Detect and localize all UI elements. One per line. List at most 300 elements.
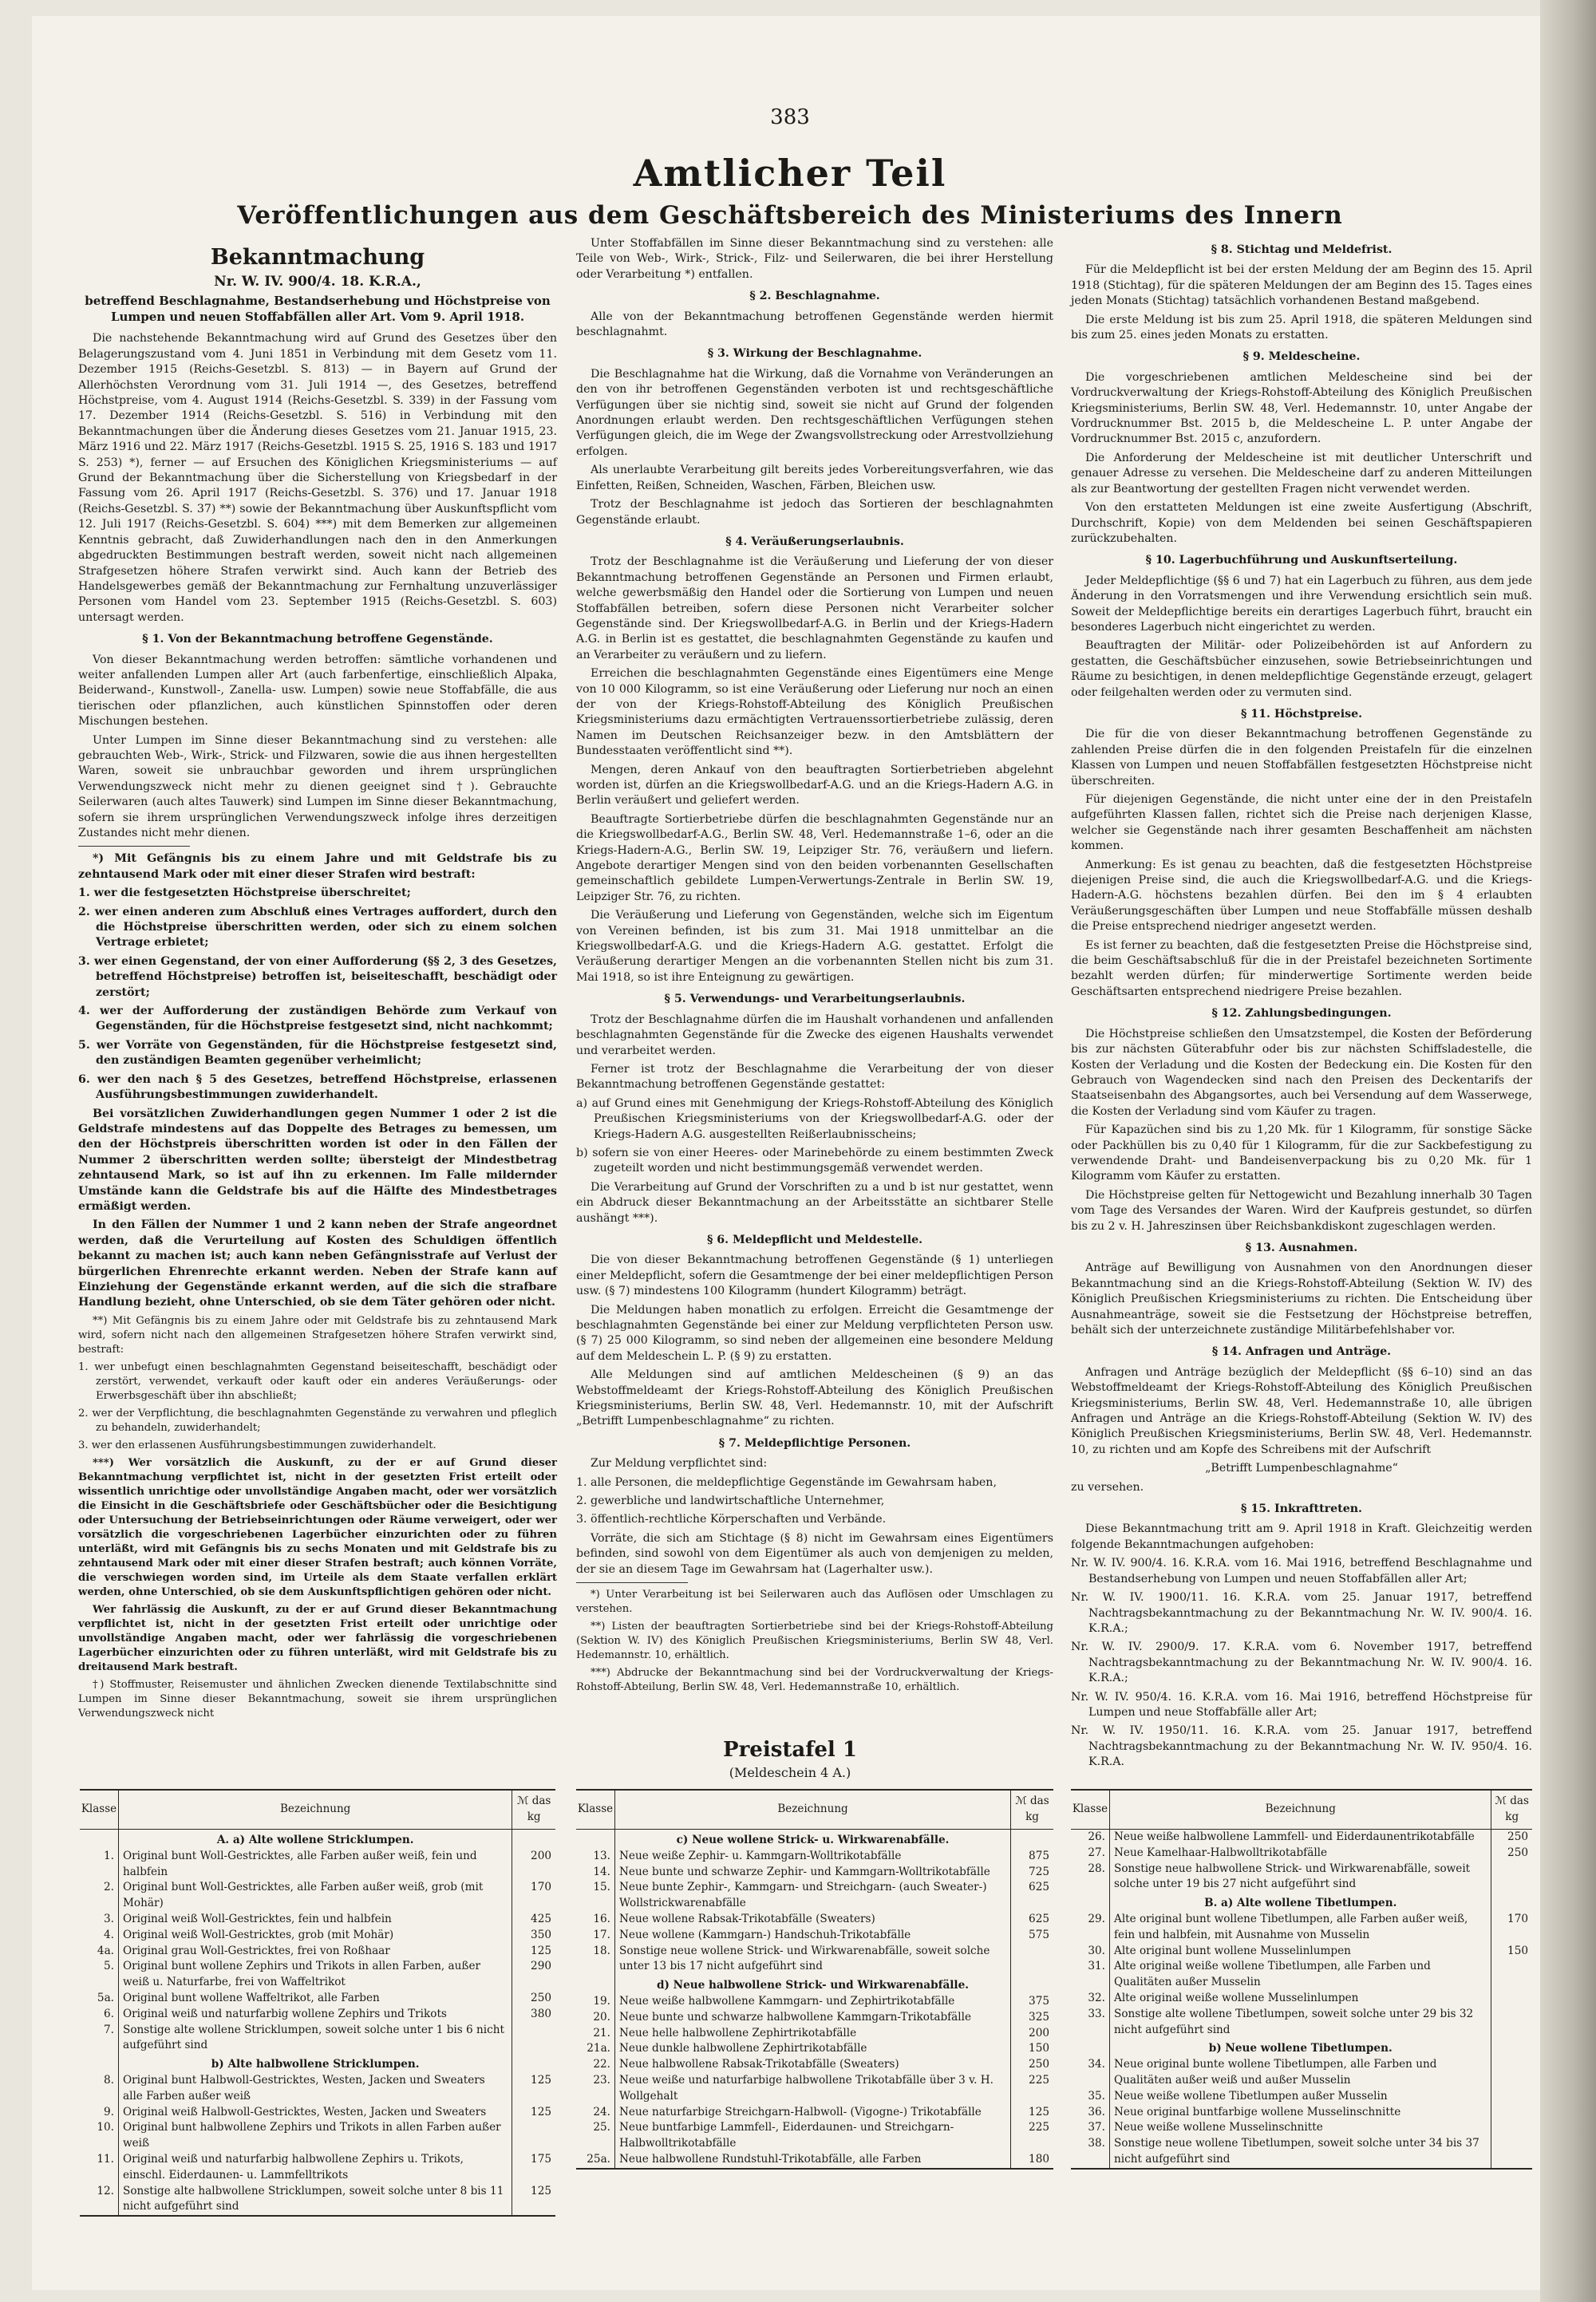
paragraph: zu versehen. <box>1071 1480 1144 1494</box>
price-cell: 625 <box>1029 1881 1049 1894</box>
klasse-cell: 12. <box>80 2184 119 2216</box>
table-row <box>576 2152 1053 2168</box>
paragraph: Erreichen die beschlagnahmten Gegenstände eines Eigentümers eine Menge von 10 000 Kilogramm, so ist eine Veräußerung oder Lieferung nur noch an einen der von der Kriegs-Rohstoff-Abteilung des Königlich Preußischen Kriegsministeriums dazu ermächtigten Vertrauenssortierbetriebe zulässig, deren Namen im Deutschen Reichsanzeiger bezw. in den Amtsblättern der Bundesstaaten veröffentlicht sind **). <box>576 667 1053 758</box>
table-row <box>80 1912 555 1928</box>
price-cell: 625 <box>1029 1912 1049 1925</box>
paragraph: Die für die von dieser Bekanntmachung betroffenen Gegenstände zu zahlenden Preise dürfen die in den folgenden Preistafeln für die einzelnen Klassen von Lumpen und neuen Stoffabfällen festgesetzten Höchstpreise nicht überschreiten. <box>1071 728 1532 788</box>
price-cell: 170 <box>531 1881 551 1894</box>
paragraph: Die Anforderung der Meldescheine ist mit deutlicher Unterschrift und genauer Adresse zu versehen. Die Meldescheine darf zu anderen Mitteilungen als zur Beantwortung der gestellten Fragen nicht verwendet werden. <box>1071 451 1532 496</box>
klasse-cell: 16. <box>576 1912 615 1928</box>
table-row <box>1071 2120 1532 2136</box>
bezeichnung-cell: Sonstige neue wollene Strick- und Wirkwarenabfälle, soweit solche unter 13 bis 17 nicht aufgeführt sind <box>615 1944 1011 1976</box>
footnote: *) Mit Gefängnis bis zu einem Jahre und mit Geldstrafe bis zu zehntausend Mark oder mit einer dieser Strafen wird bestraft: <box>78 852 557 881</box>
table-row <box>1071 2136 1532 2168</box>
list-item: Nr. W. IV. 1900/11. 16. K.R.A. vom 25. Januar 1917, betreffend Nachtragsbekanntmachung zu der Bekanntmachung Nr. W. IV. 900/4. 16. K.R.A.; <box>1071 1591 1532 1635</box>
bezeichnung-cell: Original bunt Halbwoll-Gestricktes, Westen, Jacken und Sweaters alle Farben außer weiß <box>119 2073 512 2105</box>
price-cell <box>512 2054 555 2073</box>
footnote: *) Unter Verarbeitung ist bei Seilerwaren auch das Auflösen oder Umschlagen zu verstehen. <box>576 1589 1053 1616</box>
price-cell <box>1011 1830 1054 1849</box>
bezeichnung-cell: Neue bunte Zephir-, Kammgarn- und Streichgarn- (auch Sweater-) Wollstrickwarenabfälle <box>615 1880 1011 1912</box>
table-row <box>80 1849 555 1881</box>
paragraph: Zur Meldung verpflichtet sind: <box>591 1457 768 1471</box>
col-header-bezeichnung: Bezeichnung <box>615 1791 1011 1830</box>
group-heading-text: b) Alte halbwollene Stricklumpen. <box>119 2054 512 2073</box>
paragraph: Es ist ferner zu beachten, daß die festgesetzten Preise die Höchstpreise sind, die beim Geschäftsabschluß für die in der Preistafel bezeichneten Sortimente bezahlt werden dürfen; für minderwertige Sortimente werden beide Geschäftsarten entsprechend niedrigere Preise bezahlen. <box>1071 938 1532 998</box>
paragraph: Die erste Meldung ist bis zum 25. April 1918, die späteren Meldungen sind bis zum 25. eines jeden Monats zu erstatten. <box>1071 313 1532 342</box>
table-row <box>1071 1944 1532 1960</box>
price-cell: 250 <box>1507 1830 1528 1843</box>
paragraph: Anträge auf Bewilligung von Ausnahmen von den Anordnungen dieser Bekanntmachung sind an die Kriegs-Rohstoff-Abteilung (Sektion W. IV) des Königlich Preußischen Kriegsministeriums zu richten. Die Entscheidung über Ausnahmeanträge, soweit sie die Festsetzung der Höchstpreise betreffen, behält sich der unterzeichnete zuständige Militärbefehlshaber vor. <box>1071 1262 1532 1337</box>
klasse-cell: 21. <box>576 2026 615 2042</box>
section-title: § 4. Veräußerungserlaubnis. <box>725 535 904 548</box>
klasse-cell: 10. <box>80 2120 119 2152</box>
klasse-cell: 17. <box>576 1928 615 1944</box>
list-item: Nr. W. IV. 900/4. 16. K.R.A. vom 16. Mai 1916, betreffend Beschlagnahme und Bestandserhebung von Lumpen und neuen Stoffabfällen aller Art; <box>1071 1557 1532 1585</box>
price-cell <box>1491 2057 1532 2089</box>
klasse-cell: 11. <box>80 2152 119 2184</box>
list-item: 1. alle Personen, die meldepflichtige Gegenstände im Gewahrsam haben, <box>576 1475 997 1489</box>
bezeichnung-cell: Neue wollene (Kammgarn-) Handschuh-Trikotabfälle <box>615 1928 1011 1944</box>
table-group-heading <box>1071 2038 1532 2057</box>
klasse-cell: 24. <box>576 2105 615 2121</box>
klasse-cell <box>576 1975 615 1994</box>
bezeichnung-cell: Neue Kamelhaar-Halbwolltrikotabfälle <box>1110 1846 1491 1862</box>
klasse-cell: 7. <box>80 2023 119 2055</box>
price-table-3 <box>1071 1789 1532 2170</box>
table-row <box>576 1865 1053 1881</box>
bezeichnung-cell: Alte original bunt wollene Tibetlumpen, alle Farben außer weiß, fein und halbfein, mit Ausnahme von Musselin <box>1110 1912 1491 1944</box>
klasse-cell: 23. <box>576 2073 615 2105</box>
klasse-cell <box>80 1830 119 1849</box>
bezeichnung-cell: Original weiß Halbwoll-Gestricktes, Westen, Jacken und Sweaters <box>119 2105 512 2121</box>
section-title: § 14. Anfragen und Anträge. <box>1211 1345 1392 1359</box>
klasse-cell: 9. <box>80 2105 119 2121</box>
bezeichnung-cell: Neue weiße Zephir- u. Kammgarn-Wolltrikotabfälle <box>615 1849 1011 1865</box>
footnote-item: 5. wer Vorräte von Gegenständen, für die Höchstpreise festgesetzt sind, den zuständigen Beamten gegenüber verheimlicht; <box>78 1038 557 1068</box>
klasse-cell: 4a. <box>80 1944 119 1960</box>
quote: „Betrifft Lumpenbeschlagnahme“ <box>1205 1462 1398 1475</box>
section-title: § 13. Ausnahmen. <box>1245 1241 1358 1254</box>
paragraph: Die Verarbeitung auf Grund der Vorschriften zu a und b ist nur gestattet, wenn ein Abdruck dieser Bekanntmachung an der Arbeitsstätte an sichtbarer Stelle aushängt ***). <box>576 1180 1053 1225</box>
bezeichnung-cell: Alte original bunt wollene Musselinlumpen <box>1110 1944 1491 1960</box>
price-cell: 250 <box>531 1991 551 2004</box>
price-cell <box>1491 2007 1532 2039</box>
table-row <box>80 2184 555 2216</box>
bezeichnung-cell: Neue weiße wollene Musselinschnitte <box>1110 2120 1491 2136</box>
footnote-item: 1. wer unbefugt einen beschlagnahmten Gegenstand beiseiteschafft, beschädigt oder zerstört, verwendet, verkauft oder kauft oder ein anderes Veräußerungs- oder Erwerbsgeschäft über ihn abschließt; <box>78 1360 557 1402</box>
price-cell: 150 <box>1029 2042 1049 2055</box>
klasse-cell: 6. <box>80 2007 119 2023</box>
table-row <box>576 2026 1053 2042</box>
klasse-cell: 34. <box>1071 2057 1110 2089</box>
list-item: Nr. W. IV. 1950/11. 16. K.R.A. vom 25. Januar 1917, betreffend Nachtragsbekanntmachung zu der Bekanntmachung Nr. W. IV. 950/4. 16. K.R.A. <box>1071 1724 1532 1769</box>
col-header-klasse: Klasse <box>80 1791 119 1830</box>
paragraph: Für diejenigen Gegenstände, die nicht unter eine der in den Preistafeln aufgeführten Klassen fallen, richtet sich die Preise nach derjenigen Klasse, welcher sie Gegenstände nach ihrer gesamten Beschaffenheit am nächsten kommen. <box>1071 793 1532 853</box>
group-heading-text: c) Neue wollene Strick- u. Wirkwarenabfälle. <box>615 1830 1011 1849</box>
paragraph: Für Kapazüchen sind bis zu 1,20 Mk. für 1 Kilogramm, für sonstige Säcke oder Packhüllen bis zu 0,40 für 1 Kilogramm, für die zur Sackbefestigung zu verwendende Draht- und Bandeisenverpackung bis zu 0,20 Mk. für 1 Kilogramm vom Käufer zu erstatten. <box>1071 1123 1532 1183</box>
price-cell <box>1491 1991 1532 2007</box>
paragraph: Die von dieser Bekanntmachung betroffenen Gegenstände (§ 1) unterliegen einer Meldepflicht, sofern die Gesamtmenge der bei einer meldepflichtigen Person usw. (§ 7) mindestens 100 Kilogramm (hundert Kilogramm) beträgt. <box>576 1254 1053 1298</box>
paragraph: Anfragen und Anträge bezüglich der Meldepflicht (§§ 6–10) sind an das Webstoffmeldeamt der Kriegs-Rohstoff-Abteilung des Königlich Preußischen Kriegsministeriums, Berlin SW. 48, Verl. Hedemannstraße 10, alle übrigen Anfragen und Anträge an die Kriegs-Rohstoff-Abteilung (Sektion W. IV) des Königlich Preußischen Kriegsministeriums, Berlin SW. 48, Verl. Hedemannstr. 10, zu richten und am Kopfe des Schreibens mit der Aufschrift <box>1071 1365 1532 1456</box>
price-cell: 325 <box>1029 2010 1049 2024</box>
klasse-cell: 25. <box>576 2120 615 2152</box>
price-cell: 125 <box>1029 2105 1049 2118</box>
col-header-bezeichnung: Bezeichnung <box>119 1791 512 1830</box>
klasse-cell: 35. <box>1071 2089 1110 2105</box>
klasse-cell: 21a. <box>576 2041 615 2057</box>
price-cell: 125 <box>531 1944 551 1957</box>
footnote: **) Mit Gefängnis bis zu einem Jahre oder mit Geldstrafe bis zu zehntausend Mark wird, sofern nicht nach den allgemeinen Strafgesetzen höhere Strafen verwirkt sind, bestraft: <box>78 1314 557 1356</box>
bezeichnung-cell: Neue original buntfarbige wollene Musselinschnitte <box>1110 2105 1491 2121</box>
footnote-item: 2. wer einen anderen zum Abschluß eines Vertrages auffordert, durch den die Höchstpreise überschritten werden, oder sich zu einem solchen Vertrage erbietet; <box>78 905 557 950</box>
price-cell: 180 <box>1029 2152 1049 2166</box>
paragraph: Beauftragten der Militär- oder Polizeibehörden ist auf Anfordern zu gestatten, die Geschäftsbücher einzusehen, sowie Betriebseinrichtungen und Räume zu besichtigen, in denen meldepflichtige Gegenstände erzeugt, gelagert oder feilgehalten werden oder zu vermuten sind. <box>1071 639 1532 699</box>
section-title: § 11. Höchstpreise. <box>1240 707 1363 721</box>
bezeichnung-cell: Neue buntfarbige Lammfell-, Eiderdaunen- und Streichgarn-Halbwolltrikotabfälle <box>615 2120 1011 2152</box>
paragraph: Alle Meldungen sind auf amtlichen Meldescheinen (§ 9) an das Webstoffmeldeamt der Kriegs-Rohstoff-Abteilung des Königlich Preußischen Kriegsministeriums, Berlin SW. 48, Verl. Hedemannstr. 10, mit der Aufschrift „Betrifft Lumpenbeschlagnahme“ zu richten. <box>576 1368 1053 1428</box>
footnote: Bei vorsätzlichen Zuwiderhandlungen gegen Nummer 1 oder 2 ist die Geldstrafe mindestens auf das Doppelte des Betrages zu bemessen, um den der Höchstpreis überschritten worden ist oder in den Fällen der Nummer 2 überschritten werden sollte; übersteigt der Mindestbetrag zehntausend Mark, so ist auf ihn zu erkennen. Im Falle mildernder Umstände kann die Geldstrafe bis auf die Hälfte des Mindestbetrages ermäßigt werden. <box>78 1107 557 1213</box>
table-row <box>576 2105 1053 2121</box>
table-row <box>80 1991 555 2007</box>
list-item: 3. öffentlich-rechtliche Körperschaften und Verbände. <box>576 1513 887 1526</box>
paragraph: Vorräte, die sich am Stichtage (§ 8) nicht im Gewahrsam eines Eigentümers befinden, sind sowohl von dem Eigentümer als auch von demjenigen zu melden, der sie an diesem Tage im Gewahrsam hat (Lagerhalter usw.). <box>576 1531 1053 1576</box>
bezeichnung-cell: Original bunt Woll-Gestricktes, alle Farben außer weiß, fein und halbfein <box>119 1849 512 1881</box>
bezeichnung-cell: Original bunt Woll-Gestricktes, alle Farben außer weiß, grob (mit Mohär) <box>119 1880 512 1912</box>
table-row <box>576 1880 1053 1912</box>
price-cell: 125 <box>531 2105 551 2118</box>
klasse-cell: 5a. <box>80 1991 119 2007</box>
bezeichnung-cell: Original bunt wollene Waffeltrikot, alle Farben <box>119 1991 512 2007</box>
table-row <box>1071 2057 1532 2089</box>
bezeichnung-cell: Neue halbwollene Rundstuhl-Trikotabfälle, alle Farben <box>615 2152 1011 2168</box>
paragraph: Unter Stoffabfällen im Sinne dieser Bekanntmachung sind zu verstehen: alle Teile von Web-, Wirk-, Strick-, Filz- und Seilerwaren, die bei ihrer Herstellung oder Verarbeitung *) entfallen. <box>576 237 1053 281</box>
section-title: § 15. Inkrafttreten. <box>1241 1502 1362 1516</box>
klasse-cell <box>1071 1893 1110 1912</box>
section-title: § 9. Meldescheine. <box>1242 350 1361 364</box>
bezeichnung-cell: Sonstige alte wollene Tibetlumpen, soweit solche unter 29 bis 32 nicht aufgeführt sind <box>1110 2007 1491 2039</box>
klasse-cell: 37. <box>1071 2120 1110 2136</box>
paragraph: Jeder Meldepflichtige (§§ 6 und 7) hat ein Lagerbuch zu führen, aus dem jede Änderung in den Vorratsmengen und ihre Verwendung ersichtlich sein muß. Soweit der Meldepflichtige bereits ein derartiges Lagerbuch führt, braucht ein besonderes Lagerbuch nicht eingerichtet zu werden. <box>1071 574 1532 634</box>
klasse-cell: 33. <box>1071 2007 1110 2039</box>
price-cell <box>1491 1862 1532 1893</box>
bezeichnung-cell: Original bunt halbwollene Zephirs und Trikots in allen Farben außer weiß <box>119 2120 512 2152</box>
footnote-item: 6. wer den nach § 5 des Gesetzes, betreffend Höchstpreise, erlassenen Ausführungsbestimmungen zuwiderhandelt. <box>78 1072 557 1102</box>
klasse-cell: 18. <box>576 1944 615 1976</box>
announcement-number: Nr. W. IV. 900/4. 18. K.R.A., <box>214 274 421 290</box>
klasse-cell: 27. <box>1071 1846 1110 1862</box>
price-table-1 <box>80 1789 555 2217</box>
page-binding-edge <box>1540 0 1596 2302</box>
klasse-cell: 19. <box>576 1994 615 2010</box>
section-title: § 2. Beschlagnahme. <box>749 290 880 303</box>
section-title: § 10. Lagerbuchführung und Auskunftserteilung. <box>1145 554 1458 567</box>
table-row <box>80 1928 555 1944</box>
price-table-subtitle: (Meldeschein 4 A.) <box>729 1765 851 1780</box>
list-item: b) sofern sie von einer Heeres- oder Marinebehörde zu einem bestimmten Zweck zugeteilt worden und nicht bestimmungsgemäß verwendet werden. <box>576 1146 1053 1175</box>
footnote: †) Stoffmuster, Reisemuster und ähnlichen Zwecken dienende Textilabschnitte sind Lumpen im Sinne dieser Bekanntmachung, soweit sie ihrem ursprünglichen Verwendungszweck nicht <box>78 1678 557 1720</box>
paragraph: Diese Bekanntmachung tritt am 9. April 1918 in Kraft. Gleichzeitig werden folgende Bekanntmachungen aufgehoben: <box>1071 1522 1532 1551</box>
price-cell: 725 <box>1029 1865 1049 1878</box>
price-cell <box>512 1830 555 1849</box>
table-row <box>1071 1959 1532 1991</box>
paragraph: Für die Meldepflicht ist bei der ersten Meldung der am Beginn des 15. April 1918 (Stichtag), für die späteren Meldungen der am Beginn des 15. Tages eines jeden Monats (Stichtag) tatsächlich vorhandenen Bestand maßgebend. <box>1071 263 1532 308</box>
table-row <box>1071 1862 1532 1893</box>
col-header-price: ℳ das kg <box>1011 1791 1054 1830</box>
price-cell: 875 <box>1029 1849 1049 1862</box>
table-row <box>80 2152 555 2184</box>
price-cell: 380 <box>531 2007 551 2020</box>
bezeichnung-cell: Neue weiße halbwollene Kammgarn- und Zephirtrikotabfälle <box>615 1994 1011 2010</box>
table-row <box>576 1912 1053 1928</box>
footnote: In den Fällen der Nummer 1 und 2 kann neben der Strafe angeordnet werden, daß die Verurteilung auf Kosten des Schuldigen öffentlich bekannt zu machen ist; auch kann neben Gefängnisstrafe auf Verlust der bürgerlichen Ehrenrechte erkannt werden. Neben der Strafe kann auf Einziehung der Gegenstände erkannt werden, auf die sich die strafbare Handlung bezieht, ohne Unterschied, ob sie dem Täter gehören oder nicht. <box>78 1218 557 1309</box>
section-heading: Amtlicher Teil <box>633 152 947 195</box>
table-row <box>80 2007 555 2023</box>
paragraph: Die Veräußerung und Lieferung von Gegenständen, welche sich im Eigentum von Vereinen befinden, ist bis zum 31. Mai 1918 unmittelbar an die Kriegswollbedarf-A.G. und die Kriegs-Hadern A.G. gestattet. Erfolgt die Veräußerung derartiger Mengen an die vorbenannten Stellen nicht bis zum 31. Mai 1918, so ist ihre Enteignung zu gewärtigen. <box>576 909 1053 984</box>
paragraph: Als unerlaubte Verarbeitung gilt bereits jedes Vorbereitungsverfahren, wie das Einfetten, Reißen, Schneiden, Waschen, Färben, Bleichen usw. <box>576 464 1053 492</box>
table-row <box>576 2010 1053 2026</box>
table-row <box>80 2023 555 2055</box>
klasse-cell <box>576 1830 615 1849</box>
group-heading-text: d) Neue halbwollene Strick- und Wirkwarenabfälle. <box>615 1975 1011 1994</box>
price-cell <box>512 2023 555 2055</box>
paragraph: Von dieser Bekanntmachung werden betroffen: sämtliche vorhandenen und weiter anfallenden Lumpen aller Art (auch farbenfertige, einschließlich Alpaka, Beiderwand-, Kunstwoll-, Zanella- usw. Lumpen) sowie neue Stoffabfälle, die aus tierischen oder pflanzlichen, auch künstlichen Spinnstoffen oder deren Mischungen bestehen. <box>78 653 557 729</box>
price-cell: 575 <box>1029 1928 1049 1941</box>
bezeichnung-cell: Neue helle halbwollene Zephirtrikotabfälle <box>615 2026 1011 2042</box>
bezeichnung-cell: Neue bunte und schwarze halbwollene Kammgarn-Trikotabfälle <box>615 2010 1011 2026</box>
footnote: **) Listen der beauftragten Sortierbetriebe sind bei der Kriegs-Rohstoff-Abteilung (Sektion W. IV) des Königlich Preußischen Kriegsministeriums, Berlin SW 48, Verl. Hedemannstr. 10, erhältlich. <box>576 1621 1053 1662</box>
footnote: ***) Abdrucke der Bekanntmachung sind bei der Vordruckverwaltung der Kriegs-Rohstoff-Abteilung, Berlin SW. 48, Verl. Hedemannstraße 10, erhältlich. <box>576 1667 1053 1694</box>
klasse-cell: 26. <box>1071 1830 1110 1846</box>
list-item: Nr. W. IV. 2900/9. 17. K.R.A. vom 6. November 1917, betreffend Nachtragsbekanntmachung zu der Bekanntmachung Nr. W. IV. 900/4. 16. K.R.A.; <box>1071 1641 1532 1685</box>
table-row <box>1071 2007 1532 2039</box>
group-heading-text: A. a) Alte wollene Stricklumpen. <box>119 1830 512 1849</box>
bezeichnung-cell: Sonstige neue halbwollene Strick- und Wirkwarenabfälle, soweit solche unter 19 bis 27 nicht aufgeführt sind <box>1110 1862 1491 1893</box>
footnote-item: 3. wer einen Gegenstand, der von einer Aufforderung (§§ 2, 3 des Gesetzes, betreffend Höchstpreise) betroffen ist, beiseiteschafft, beschädigt oder zerstört; <box>78 954 557 999</box>
price-cell: 250 <box>1029 2058 1049 2071</box>
price-cell <box>1491 2120 1532 2136</box>
paragraph: Trotz der Beschlagnahme ist jedoch das Sortieren der beschlagnahmten Gegenstände erlaubt. <box>576 498 1053 527</box>
price-cell <box>512 2120 555 2152</box>
bezeichnung-cell: Neue halbwollene Rabsak-Trikotabfälle (Sweaters) <box>615 2057 1011 2073</box>
footnote-item: 2. wer der Verpflichtung, die beschlagnahmten Gegenstände zu verwahren und pfleglich zu behandeln, zuwiderhandelt; <box>78 1407 557 1434</box>
bezeichnung-cell: Alte original weiße wollene Tibetlumpen, alle Farben und Qualitäten außer Musselin <box>1110 1959 1491 1991</box>
section-subheading: Veröffentlichungen aus dem Geschäftsbereich des Ministeriums des Innern <box>237 201 1343 230</box>
list-item: 2. gewerbliche und landwirtschaftliche Unternehmer, <box>576 1495 885 1508</box>
paragraph: Die Höchstpreise gelten für Nettogewicht und Bezahlung innerhalb 30 Tagen vom Tage des Versandes der Waren. Wird der Kaufpreis gestundet, so dürfen bis zu 2 v. H. Jahreszinsen über Reichsbankdiskont zugeschlagen werden. <box>1071 1188 1532 1233</box>
intro-paragraph: Die nachstehende Bekanntmachung wird auf Grund des Gesetzes über den Belagerungszustand vom 4. Juni 1851 in Verbindung mit dem Gesetz vom 11. Dezember 1915 (Reichs-Gesetzbl. S. 813) — in Bayern auf Grund der Allerhöchsten Verordnung vom 31. Juli 1914 —, des Gesetzes, betreffend Höchstpreise, vom 4. August 1914 (Reichs-Gesetzbl. S. 339) in der Fassung vom 17. Dezember 1914 (Reichs-Gesetzbl. S. 516) in Verbindung mit den Bekanntmachungen über die Änderung dieses Gesetzes vom 21. Januar 1915, 23. März 1916 und 22. März 1917 (Reichs-Gesetzbl. 1915 S. 25, 1916 S. 183 und 1917 S. 253) *), ferner — auf Ersuchen des Königlichen Kriegsministeriums — auf Grund der Bekanntmachung über die Sicherstellung von Kriegsbedarf in der Fassung vom 26. April 1917 (Reichs-Gesetzbl. S. 376) und 17. Januar 1918 (Reichs-Gesetzbl. S. 37) **) sowie der Bekanntmachung über Auskunftspflicht vom 12. Juli 1917 (Reichs-Gesetzbl. S. 604) ***) mit dem Bemerken zur allgemeinen Kenntnis gebracht, daß Zuwiderhandlungen nach den in den Anmerkungen abgedruckten Bestimmungen bestraft werden, soweit nicht nach allgemeinen Strafgesetzen höhere Strafen verwirkt sind. Auch kann der Betrieb des Handelsgewerbes gemäß der Bekanntmachung zur Fernhaltung unzuverlässiger Personen vom Handel vom 23. September 1915 (Reichs-Gesetzbl. S. 603) untersagt werden. <box>78 332 557 624</box>
table-row <box>576 2041 1053 2057</box>
price-cell <box>1491 2136 1532 2168</box>
table-row <box>576 2073 1053 2105</box>
price-cell <box>1491 2105 1532 2121</box>
col-header-klasse: Klasse <box>576 1791 615 1830</box>
price-cell: 150 <box>1507 1944 1528 1957</box>
footnote-item: 4. wer der Aufforderung der zuständigen Behörde zum Verkauf von Gegenständen, für die Höchstpreise festgesetzt sind, nicht nachkommt; <box>78 1005 557 1033</box>
table-group-heading <box>576 1830 1053 1849</box>
price-cell <box>1491 1959 1532 1991</box>
section-title: § 8. Stichtag und Meldefrist. <box>1211 243 1393 256</box>
announcement-subject: betreffend Beschlagnahme, Bestandserhebung und Höchstpreise von Lumpen und neuen Stoffabfällen aller Art. Vom 9. April 1918. <box>85 294 551 325</box>
bezeichnung-cell: Neue original bunte wollene Tibetlumpen, alle Farben und Qualitäten außer weiß und außer Musselin <box>1110 2057 1491 2089</box>
table-group-heading <box>80 1830 555 1849</box>
klasse-cell <box>80 2054 119 2073</box>
paragraph: Die Höchstpreise schließen den Umsatzstempel, die Kosten der Beförderung bis zur nächsten Güterabfuhr oder bis zur nächsten Schiffsladestelle, die Kosten der Verladung und die Kosten der Bedeckung ein. Die Kosten für den Gebrauch von Wagendecken sind nach den Preisen des Deckentarifs der Staatseisenbahn des Abgangsortes, auch bei Versendung auf dem Wasserwege, die Kosten der Verladung sind vom Käufer zu tragen. <box>1071 1027 1532 1118</box>
table-row <box>80 1959 555 1991</box>
footnote-divider <box>78 846 190 847</box>
paragraph: Trotz der Beschlagnahme dürfen die im Haushalt vorhandenen und anfallenden beschlagnahmten Gegenstände für die Zwecke des eigenen Haushalts verwendet und verarbeitet werden. <box>576 1013 1053 1057</box>
paragraph: Unter Lumpen im Sinne dieser Bekanntmachung sind zu verstehen: alle gebrauchten Web-, Wirk-, Strick- und Filzwaren, sowie die aus ihnen hergestellten Waren, soweit sie unbrauchbar geworden und ihrem ursprünglichen Verwendungszweck nicht mehr zu dienen geeignet sind †). Gebrauchte Seilerwaren (auch altes Tauwerk) sind Lumpen im Sinne dieser Bekanntmachung, sofern sie ihrem ursprünglichen Verwendungszweck infolge ihres derzeitigen Zustandes nicht mehr dienen. <box>78 733 557 839</box>
table-row <box>576 1994 1053 2010</box>
table-row <box>576 2057 1053 2073</box>
bezeichnung-cell: Neue dunkle halbwollene Zephirtrikotabfälle <box>615 2041 1011 2057</box>
price-cell <box>1011 1975 1054 1994</box>
klasse-cell: 14. <box>576 1865 615 1881</box>
section-title: § 12. Zahlungsbedingungen. <box>1211 1007 1392 1021</box>
column-1 <box>78 244 557 1724</box>
klasse-cell: 2. <box>80 1880 119 1912</box>
klasse-cell: 38. <box>1071 2136 1110 2168</box>
klasse-cell: 31. <box>1071 1959 1110 1991</box>
table-row <box>576 1944 1053 1976</box>
table-row <box>1071 2105 1532 2121</box>
footnote-divider <box>576 1582 688 1583</box>
col-header-klasse: Klasse <box>1071 1791 1110 1830</box>
bezeichnung-cell: Original bunt wollene Zephirs und Trikots in allen Farben, außer weiß u. Naturfarbe, frei von Waffeltrikot <box>119 1959 512 1991</box>
klasse-cell: 4. <box>80 1928 119 1944</box>
price-cell: 225 <box>1029 2121 1049 2134</box>
paragraph: Anmerkung: Es ist genau zu beachten, daß die festgesetzten Höchstpreise diejenigen Preise sind, die auch die Kriegswollbedarf-A.G. und die Kriegs-Hadern-A.G. höchstens bezahlen dürfen. Bei den im § 4 erlaubten Veräußerungsgeschäften über Lumpen und neue Stoffabfälle müssen deshalb die Preise entsprechend niedriger angesetzt werden. <box>1071 858 1532 934</box>
col-header-bezeichnung: Bezeichnung <box>1110 1791 1491 1830</box>
price-table-title: Preistafel 1 <box>723 1738 857 1762</box>
klasse-cell <box>1071 2038 1110 2057</box>
paragraph: Alle von der Bekanntmachung betroffenen Gegenstände werden hiermit beschlagnahmt. <box>576 310 1053 339</box>
column-3 <box>1071 236 1532 1774</box>
price-cell: 125 <box>531 2184 551 2197</box>
klasse-cell: 22. <box>576 2057 615 2073</box>
price-cell: 175 <box>531 2152 551 2166</box>
bezeichnung-cell: Sonstige neue wollene Tibetlumpen, soweit solche unter 34 bis 37 nicht aufgeführt sind <box>1110 2136 1491 2168</box>
paragraph: Die Beschlagnahme hat die Wirkung, daß die Vornahme von Veränderungen an den von ihr betroffenen Gegenständen verboten ist und rechtsgeschäftliche Verfügungen über sie nichtig sind, soweit sie nicht auf Grund der folgenden Anordnungen erlaubt werden. Den rechtsgeschäftlichen Verfügungen stehen Verfügungen gleich, die im Wege der Zwangsvollstreckung oder Arrestvollziehung erfolgen. <box>576 367 1053 458</box>
newspaper-page <box>32 16 1548 2290</box>
klasse-cell: 1. <box>80 1849 119 1881</box>
klasse-cell: 20. <box>576 2010 615 2026</box>
klasse-cell: 36. <box>1071 2105 1110 2121</box>
list-item: Nr. W. IV. 950/4. 16. K.R.A. vom 16. Mai 1916, betreffend Höchstpreise für Lumpen und neue Stoffabfälle aller Art; <box>1071 1690 1532 1719</box>
group-heading-text: B. a) Alte wollene Tibetlumpen. <box>1110 1893 1491 1912</box>
price-cell: 200 <box>1029 2026 1049 2039</box>
table-row <box>80 2073 555 2105</box>
table-group-heading <box>1071 1893 1532 1912</box>
price-cell: 250 <box>1507 1846 1528 1859</box>
footnote-item: 3. wer den erlassenen Ausführungsbestimmungen zuwiderhandelt. <box>78 1439 437 1451</box>
section-title: § 1. Von der Bekanntmachung betroffene Gegenstände. <box>142 633 493 646</box>
klasse-cell: 5. <box>80 1959 119 1991</box>
section-title: § 7. Meldepflichtige Personen. <box>718 1436 911 1450</box>
bezeichnung-cell: Neue weiße halbwollene Lammfell- und Eiderdaunentrikotabfälle <box>1110 1830 1491 1846</box>
column-2 <box>576 236 1053 1698</box>
table-row <box>80 2105 555 2121</box>
price-cell <box>1491 2089 1532 2105</box>
bezeichnung-cell: Neue weiße wollene Tibetlumpen außer Musselin <box>1110 2089 1491 2105</box>
paragraph: Von den erstatteten Meldungen ist eine zweite Ausfertigung (Abschrift, Durchschrift, Kopie) von dem Meldenden bei seinen Geschäftspapieren zurückzubehalten. <box>1071 501 1532 545</box>
price-cell: 425 <box>531 1912 551 1925</box>
table-row <box>576 1928 1053 1944</box>
table-row <box>1071 1991 1532 2007</box>
price-cell: 170 <box>1507 1912 1528 1925</box>
table-group-heading <box>576 1975 1053 1994</box>
price-cell <box>1491 1893 1532 1912</box>
bezeichnung-cell: Original grau Woll-Gestricktes, frei von Roßhaar <box>119 1944 512 1960</box>
group-heading-text: b) Neue wollene Tibetlumpen. <box>1110 2038 1491 2057</box>
klasse-cell: 30. <box>1071 1944 1110 1960</box>
klasse-cell: 13. <box>576 1849 615 1865</box>
section-title: § 6. Meldepflicht und Meldestelle. <box>706 1233 923 1246</box>
bezeichnung-cell: Neue naturfarbige Streichgarn-Halbwoll- (Vigogne-) Trikotabfälle <box>615 2105 1011 2121</box>
klasse-cell: 29. <box>1071 1912 1110 1944</box>
klasse-cell: 28. <box>1071 1862 1110 1893</box>
klasse-cell: 32. <box>1071 1991 1110 2007</box>
footnote: ***) Wer vorsätzlich die Auskunft, zu der er auf Grund dieser Bekanntmachung verpflichtet ist, nicht in der gesetzten Frist erteilt oder wissentlich unrichtige oder unvollständige Angaben macht, oder wer vorsätzlich die Einsicht in die Geschäftsbriefe oder Geschäftsbücher oder die Besichtigung oder Untersuchung der Betriebseinrichtungen oder Räume verweigert, oder wer vorsätzlich die vorgeschriebenen Lagerbücher einzurichten oder zu führen unterläßt, wird mit Gefängnis bis zu sechs Monaten und mit Geldstrafe bis zu zehntausend Mark oder mit einer dieser Strafen bestraft; auch können Vorräte, die verschwiegen worden sind, im Urteile als dem Staate verfallen erklärt werden, ohne Unterschied, ob sie dem Auskunftspflichtigen gehören oder nicht. <box>78 1456 557 1598</box>
paragraph: Die Meldungen haben monatlich zu erfolgen. Erreicht die Gesamtmenge der beschlagnahmten Gegenstände bei einer zur Meldung verpflichteten Person usw. (§ 7) 25 000 Kilogramm, so sind neben der allgemeinen eine besondere Meldung auf dem Meldeschein L. P. (§ 9) zu erstatten. <box>576 1303 1053 1363</box>
price-cell: 375 <box>1029 1994 1049 2008</box>
price-cell <box>1011 1944 1054 1976</box>
table-row <box>1071 2089 1532 2105</box>
page-number: 383 <box>770 105 810 129</box>
bezeichnung-cell: Original weiß und naturfarbig wollene Zephirs und Trikots <box>119 2007 512 2023</box>
table-row <box>1071 1830 1532 1846</box>
bezeichnung-cell: Alte original weiße wollene Musselinlumpen <box>1110 1991 1491 2007</box>
paragraph: Die vorgeschriebenen amtlichen Meldescheine sind bei der Vordruckverwaltung der Kriegs-Rohstoff-Abteilung des Königlich Preußischen Kriegsministeriums, Berlin SW. 48, Verl. Hedemannstr. 10, unter Angabe der Vordrucknummer Bst. 2015 b, die Meldescheine L. P. unter Angabe der Vordrucknummer Bst. 2015 c, anzufordern. <box>1071 370 1532 446</box>
list-item: a) auf Grund eines mit Genehmigung der Kriegs-Rohstoff-Abteilung des Königlich Preußischen Kriegsministeriums von der Kriegswollbedarf-A.G. oder der Kriegs-Hadern A.G. ausgestellten Reißerlaubnisscheins; <box>576 1096 1053 1141</box>
klasse-cell: 15. <box>576 1880 615 1912</box>
klasse-cell: 25a. <box>576 2152 615 2168</box>
table-row <box>1071 1846 1532 1862</box>
price-cell: 125 <box>531 2073 551 2087</box>
table-group-heading <box>80 2054 555 2073</box>
paragraph: Beauftragte Sortierbetriebe dürfen die beschlagnahmten Gegenstände nur an die Kriegswollbedarf-A.G., Berlin SW. 48, Verl. Hedemannstraße 1–6, oder an die Kriegs-Hadern-A.G., Berlin SW. 19, Leipziger Str. 76, veräußern und liefern. Angebote derartiger Mengen sind von den beiden vorbenannten Gesellschaften gemeinschaftlich gebildete Lumpen-Verwertungs-Zentrale in Berlin SW. 19, Leipziger Str. 76, zu richten. <box>576 812 1053 903</box>
bezeichnung-cell: Original weiß und naturfarbig halbwollene Zephirs u. Trikots, einschl. Eiderdaunen- u. Lammfelltrikots <box>119 2152 512 2184</box>
col-header-price: ℳ das kg <box>1491 1791 1532 1830</box>
bezeichnung-cell: Neue weiße und naturfarbige halbwollene Trikotabfälle über 3 v. H. Wollgehalt <box>615 2073 1011 2105</box>
paragraph: Ferner ist trotz der Beschlagnahme die Verarbeitung der von dieser Bekanntmachung betroffenen Gegenstände gestattet: <box>576 1062 1053 1092</box>
col-header-price: ℳ das kg <box>512 1791 555 1830</box>
paragraph: Mengen, deren Ankauf von den beauftragten Sortierbetrieben abgelehnt worden ist, dürfen an die Kriegswollbedarf-A.G. und an die Kriegs-Hadern A.G. in Berlin veräußert und geliefert werden. <box>576 763 1053 807</box>
table-row <box>80 1880 555 1912</box>
footnote-item: 1. wer die festgesetzten Höchstpreise überschreitet; <box>78 886 411 900</box>
bezeichnung-cell: Neue bunte und schwarze Zephir- und Kammgarn-Wolltrikotabfälle <box>615 1865 1011 1881</box>
table-row <box>80 1944 555 1960</box>
announcement-title: Bekanntmachung <box>210 245 425 270</box>
price-cell <box>1491 2038 1532 2057</box>
bezeichnung-cell: Sonstige alte wollene Stricklumpen, soweit solche unter 1 bis 6 nicht aufgeführt sind <box>119 2023 512 2055</box>
footnote: Wer fahrlässig die Auskunft, zu der er auf Grund dieser Bekanntmachung verpflichtet ist, nicht in der gesetzten Frist erteilt oder unrichtige oder unvollständige Angaben macht, oder wer fahrlässig die vorgeschriebenen Lagerbücher einzurichten oder zu führen unterläßt, wird mit Geldstrafe bis zu dreitausend Mark bestraft. <box>78 1603 557 1673</box>
bezeichnung-cell: Neue wollene Rabsak-Trikotabfälle (Sweaters) <box>615 1912 1011 1928</box>
price-cell: 200 <box>531 1849 551 1862</box>
klasse-cell: 3. <box>80 1912 119 1928</box>
table-row <box>1071 1912 1532 1944</box>
bezeichnung-cell: Original weiß Woll-Gestricktes, fein und halbfein <box>119 1912 512 1928</box>
table-row <box>80 2120 555 2152</box>
price-table-2 <box>576 1789 1053 2170</box>
bezeichnung-cell: Sonstige alte halbwollene Stricklumpen, soweit solche unter 8 bis 11 nicht aufgeführt sind <box>119 2184 512 2216</box>
table-row <box>576 2120 1053 2152</box>
price-cell: 225 <box>1029 2073 1049 2087</box>
klasse-cell: 8. <box>80 2073 119 2105</box>
paragraph: Trotz der Beschlagnahme ist die Veräußerung und Lieferung der von dieser Bekanntmachung betroffenen Gegenstände an Personen und Firmen erlaubt, welche gewerbsmäßig den Handel oder die Sortierung von Lumpen und neuen Stoffabfällen betreiben, sofern diese Personen nicht Verarbeiter solcher Gegenstände sind. Der Kriegswollbedarf-A.G. in Berlin und der Kriegs-Hadern A.G. in Berlin ist es gestattet, die beschlagnahmten Gegenstände zu kaufen und an Verarbeiter zu veräußern und zu liefern. <box>576 555 1053 661</box>
bezeichnung-cell: Original weiß Woll-Gestricktes, grob (mit Mohär) <box>119 1928 512 1944</box>
price-cell: 350 <box>531 1928 551 1941</box>
section-title: § 3. Wirkung der Beschlagnahme. <box>707 347 922 361</box>
